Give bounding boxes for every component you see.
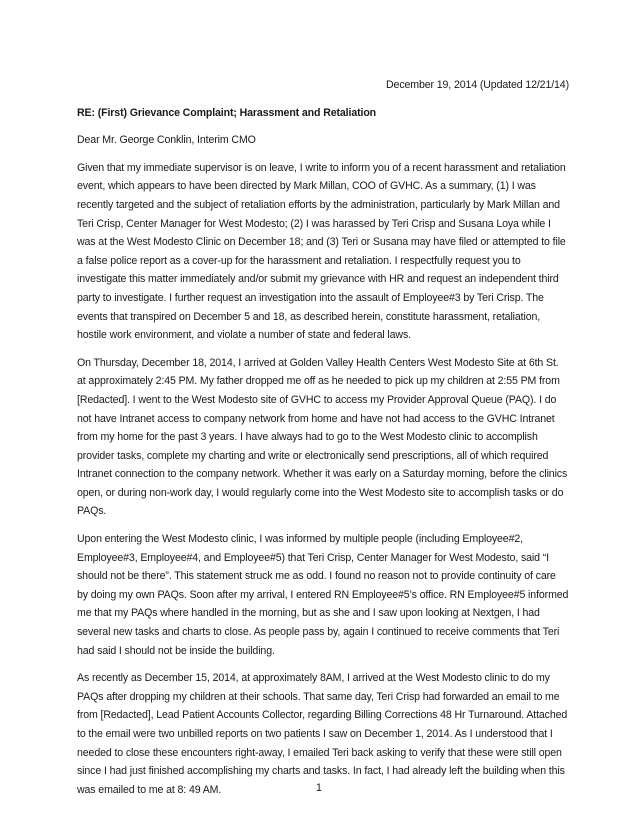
letter-date: December 19, 2014 (Updated 12/21/14) <box>386 79 569 91</box>
paragraph-clinic-entry: Upon entering the West Modesto clinic, I was informed by multiple people (including Employee#2, Employee#3, Employee#4, and Employee#5) that Teri Crisp, Center Manager for West Modesto, said “I should not be there”. This statement struck me as odd. I found no reason not to provide continuity of care by doing my own PAQs. Soon after my arrival, I entered RN Employee#5’s office. RN Employee#5 informed me that my PAQs where handled in the morning, but as she and I saw upon looking at Nextgen, I had several new tasks and charts to close. As people pass by, again I continued to receive comments that Teri had said I should not be inside the building. <box>77 533 569 657</box>
paragraph-december-15: As recently as December 15, 2014, at approximately 8AM, I arrived at the West Modesto clinic to do my PAQs after dropping my children at their schools. That same day, Teri Crisp had forwarded an email to me from [Redacted], Lead Patient Accounts Collector, regarding Billing Corrections 48 Hr Turnaround. Attached to the email were two unbilled reports on two patients I saw on December 1, 2014. As I understood that I needed to close these encounters right-away, I emailed Teri back asking to verify that these were still open since I had just finished accomplishing my charts and tasks. In fact, I had already left the building when this was emailed to me at 8: 49 AM. <box>77 672 568 796</box>
paragraph-summary: Given that my immediate supervisor is on leave, I write to inform you of a recent harassment and retaliation event, which appears to have been directed by Mark Millan, COO of GVHC. As a summary, (1) I was recently targeted and the subject of retaliation efforts by the administration, particularly by Mark Millan and Teri Crisp, Center Manager for West Modesto; (2) I was harassed by Teri Crisp and Susana Loya while I was at the West Modesto Clinic on December 18; and (3) Teri or Susana may have filed or attempted to file a false police report as a cover-up for the harassment and retaliation. I respectfully request you to investigate this matter immediately and/or submit my grievance with HR and request an independent third party to investigate. I further request an investigation into the assault of Employee#3 by Teri Crisp. The events that transpired on December 5 and 18, as described herein, constitute harassment, retaliation, hostile work environment, and violate a number of state and federal laws. <box>77 161 566 342</box>
salutation: Dear Mr. George Conklin, Interim CMO <box>77 134 256 147</box>
letter-body <box>77 76 569 808</box>
page-number: 1 <box>316 782 322 794</box>
subject-line: RE: (First) Grievance Complaint; Harassment and Retaliation <box>77 106 377 119</box>
paragraph-december-18: On Thursday, December 18, 2014, I arrived at Golden Valley Health Centers West Modesto Site at 6th St. at approximately 2:45 PM. My father dropped me off as he needed to pick up my children at 2:55 PM from [Redacted]. I went to the West Modesto site of GVHC to access my Provider Approval Queue (PAQ). I do not have Intranet access to company network from home and have not had access to the GVHC Intranet from my home for the past 3 years. I have always had to go to the West Modesto clinic to accomplish provider tasks, complete my charting and write or electronically send prescriptions, all of which required Intranet connection to the company network. Whether it was early on a Saturday morning, before the clinics open, or during non-work day, I would regularly come into the West Modesto site to accomplish tasks or do PAQs. <box>77 356 568 518</box>
